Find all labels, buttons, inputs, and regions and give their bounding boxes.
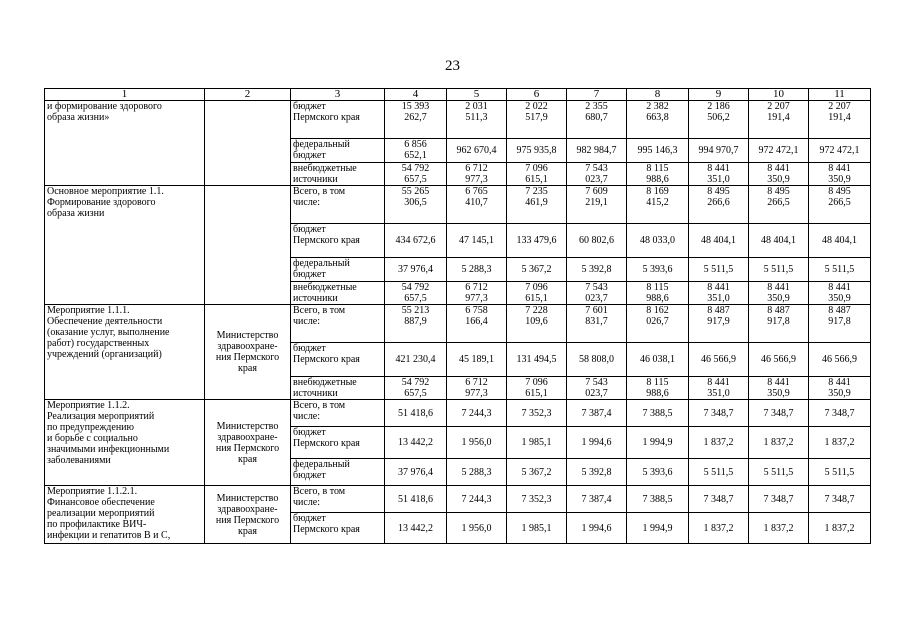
value-cell-col-10: 48 404,1 bbox=[749, 224, 809, 258]
funding-source-label: бюджет Пермского края bbox=[293, 224, 360, 246]
value-cell-col-11: 8 487 917,8 bbox=[809, 305, 871, 343]
value-cell-col-7: 7 543 023,7 bbox=[567, 282, 627, 305]
value-cell-col-7: 5 392,8 bbox=[567, 258, 627, 282]
value-cell-col-8: 8 162 026,7 bbox=[627, 305, 689, 343]
value-cell-col-6: 2 022 517,9 bbox=[507, 101, 567, 139]
funding-source-cell bbox=[291, 427, 385, 459]
column-header-1: 1 bbox=[45, 89, 205, 101]
value-cell-col-6: 7 352,3 bbox=[507, 486, 567, 513]
value-cell-col-5: 2 031 511,3 bbox=[447, 101, 507, 139]
activity-name: Мероприятие 1.1.2. Реализация мероприятий по предупреждению и борьбе с социально значимыми инфекционными заболеваниями bbox=[47, 400, 170, 466]
value-cell-col-11: 5 511,5 bbox=[809, 258, 871, 282]
value-cell-col-10: 8 495 266,5 bbox=[749, 186, 809, 224]
value-cell-col-8: 46 038,1 bbox=[627, 343, 689, 377]
value-cell-col-5: 47 145,1 bbox=[447, 224, 507, 258]
value-cell-col-5: 5 288,3 bbox=[447, 258, 507, 282]
funding-source-cell bbox=[291, 513, 385, 544]
value-cell-col-11: 8 441 350,9 bbox=[809, 282, 871, 305]
value-cell-col-4: 434 672,6 bbox=[385, 224, 447, 258]
value-cell-col-8: 5 393,6 bbox=[627, 258, 689, 282]
table-row bbox=[45, 101, 871, 139]
column-header-5: 5 bbox=[447, 89, 507, 101]
value-cell-col-5: 6 712 977,3 bbox=[447, 163, 507, 186]
funding-source-cell bbox=[291, 459, 385, 486]
column-header-8: 8 bbox=[627, 89, 689, 101]
funding-source-cell bbox=[291, 101, 385, 139]
executor-name: Министерство здравоохране- ния Пермского края bbox=[215, 420, 280, 465]
table-header-row bbox=[45, 89, 871, 101]
activity-name-cell bbox=[45, 101, 205, 186]
column-header-2: 2 bbox=[205, 89, 291, 101]
value-cell-col-7: 7 609 219,1 bbox=[567, 186, 627, 224]
value-cell-col-7: 5 392,8 bbox=[567, 459, 627, 486]
value-cell-col-5: 6 712 977,3 bbox=[447, 282, 507, 305]
value-cell-col-10: 5 511,5 bbox=[749, 258, 809, 282]
value-cell-col-4: 13 442,2 bbox=[385, 513, 447, 544]
column-header-10: 10 bbox=[749, 89, 809, 101]
value-cell-col-5: 1 956,0 bbox=[447, 513, 507, 544]
value-cell-col-6: 975 935,8 bbox=[507, 139, 567, 163]
value-cell-col-4: 55 265 306,5 bbox=[385, 186, 447, 224]
value-cell-col-4: 54 792 657,5 bbox=[385, 282, 447, 305]
value-cell-col-11: 1 837,2 bbox=[809, 513, 871, 544]
value-cell-col-6: 7 096 615,1 bbox=[507, 377, 567, 400]
value-cell-col-10: 46 566,9 bbox=[749, 343, 809, 377]
value-cell-col-4: 421 230,4 bbox=[385, 343, 447, 377]
value-cell-col-8: 8 115 988,6 bbox=[627, 282, 689, 305]
value-cell-col-8: 8 169 415,2 bbox=[627, 186, 689, 224]
funding-source-cell bbox=[291, 343, 385, 377]
value-cell-col-6: 7 096 615,1 bbox=[507, 282, 567, 305]
value-cell-col-7: 1 994,6 bbox=[567, 513, 627, 544]
table-row bbox=[45, 186, 871, 224]
funding-source-label: бюджет Пермского края bbox=[293, 343, 360, 365]
value-cell-col-4: 51 418,6 bbox=[385, 400, 447, 427]
value-cell-col-6: 7 228 109,6 bbox=[507, 305, 567, 343]
funding-source-cell bbox=[291, 377, 385, 400]
value-cell-col-10: 7 348,7 bbox=[749, 400, 809, 427]
value-cell-col-6: 7 352,3 bbox=[507, 400, 567, 427]
executor-cell bbox=[205, 486, 291, 544]
executor-name: Министерство здравоохране- ния Пермского края bbox=[215, 492, 280, 537]
value-cell-col-6: 1 985,1 bbox=[507, 513, 567, 544]
value-cell-col-6: 7 235 461,9 bbox=[507, 186, 567, 224]
funding-source-cell bbox=[291, 400, 385, 427]
funding-source-label: внебюджетные источники bbox=[293, 282, 357, 304]
column-header-9: 9 bbox=[689, 89, 749, 101]
value-cell-col-9: 7 348,7 bbox=[689, 400, 749, 427]
value-cell-col-10: 8 441 350,9 bbox=[749, 282, 809, 305]
value-cell-col-4: 54 792 657,5 bbox=[385, 163, 447, 186]
value-cell-col-7: 7 543 023,7 bbox=[567, 163, 627, 186]
value-cell-col-11: 2 207 191,4 bbox=[809, 101, 871, 139]
value-cell-col-5: 7 244,3 bbox=[447, 486, 507, 513]
value-cell-col-11: 7 348,7 bbox=[809, 486, 871, 513]
value-cell-col-9: 1 837,2 bbox=[689, 513, 749, 544]
funding-source-cell bbox=[291, 486, 385, 513]
funding-source-label: бюджет Пермского края bbox=[293, 513, 360, 535]
value-cell-col-11: 7 348,7 bbox=[809, 400, 871, 427]
value-cell-col-8: 995 146,3 bbox=[627, 139, 689, 163]
activity-name: Мероприятие 1.1.2.1. Финансовое обеспечение реализации мероприятий по профилактике ВИЧ- инфекции и гепатитов В и С, bbox=[47, 486, 171, 541]
value-cell-col-7: 60 802,6 bbox=[567, 224, 627, 258]
column-header-4: 4 bbox=[385, 89, 447, 101]
value-cell-col-6: 133 479,6 bbox=[507, 224, 567, 258]
value-cell-col-4: 55 213 887,9 bbox=[385, 305, 447, 343]
activity-name-cell bbox=[45, 400, 205, 486]
activity-name: Мероприятие 1.1.1. Обеспечение деятельности (оказание услуг, выполнение работ) государственных учреждений (организаций) bbox=[47, 305, 170, 360]
funding-source-cell bbox=[291, 258, 385, 282]
executor-cell bbox=[205, 400, 291, 486]
funding-source-label: Всего, в том числе: bbox=[293, 186, 346, 208]
column-header-11: 11 bbox=[809, 89, 871, 101]
funding-source-cell bbox=[291, 282, 385, 305]
value-cell-col-11: 8 495 266,5 bbox=[809, 186, 871, 224]
value-cell-col-9: 5 511,5 bbox=[689, 258, 749, 282]
value-cell-col-8: 1 994,9 bbox=[627, 427, 689, 459]
funding-source-cell bbox=[291, 139, 385, 163]
value-cell-col-4: 15 393 262,7 bbox=[385, 101, 447, 139]
value-cell-col-8: 7 388,5 bbox=[627, 400, 689, 427]
value-cell-col-7: 58 808,0 bbox=[567, 343, 627, 377]
value-cell-col-9: 8 441 351,0 bbox=[689, 163, 749, 186]
value-cell-col-4: 37 976,4 bbox=[385, 258, 447, 282]
value-cell-col-5: 962 670,4 bbox=[447, 139, 507, 163]
executor-name: Министерство здравоохране- ния Пермского края bbox=[215, 330, 280, 374]
value-cell-col-8: 7 388,5 bbox=[627, 486, 689, 513]
value-cell-col-4: 37 976,4 bbox=[385, 459, 447, 486]
value-cell-col-9: 48 404,1 bbox=[689, 224, 749, 258]
value-cell-col-4: 54 792 657,5 bbox=[385, 377, 447, 400]
value-cell-col-4: 6 856 652,1 bbox=[385, 139, 447, 163]
activity-name: и формирование здорового образа жизни» bbox=[47, 101, 162, 123]
funding-source-cell bbox=[291, 305, 385, 343]
value-cell-col-9: 8 487 917,9 bbox=[689, 305, 749, 343]
value-cell-col-10: 8 487 917,8 bbox=[749, 305, 809, 343]
table-row bbox=[45, 400, 871, 427]
value-cell-col-9: 2 186 506,2 bbox=[689, 101, 749, 139]
value-cell-col-6: 5 367,2 bbox=[507, 459, 567, 486]
value-cell-col-10: 5 511,5 bbox=[749, 459, 809, 486]
value-cell-col-6: 5 367,2 bbox=[507, 258, 567, 282]
value-cell-col-5: 45 189,1 bbox=[447, 343, 507, 377]
funding-source-label: федеральный бюджет bbox=[293, 258, 350, 280]
value-cell-col-4: 51 418,6 bbox=[385, 486, 447, 513]
value-cell-col-9: 7 348,7 bbox=[689, 486, 749, 513]
activity-name-cell bbox=[45, 186, 205, 305]
funding-source-label: Всего, в том числе: bbox=[293, 305, 346, 327]
value-cell-col-8: 8 115 988,6 bbox=[627, 377, 689, 400]
value-cell-col-8: 8 115 988,6 bbox=[627, 163, 689, 186]
value-cell-col-10: 972 472,1 bbox=[749, 139, 809, 163]
activity-name: Основное мероприятие 1.1. Формирование здорового образа жизни bbox=[47, 186, 164, 219]
value-cell-col-8: 1 994,9 bbox=[627, 513, 689, 544]
column-header-3: 3 bbox=[291, 89, 385, 101]
value-cell-col-9: 994 970,7 bbox=[689, 139, 749, 163]
value-cell-col-7: 1 994,6 bbox=[567, 427, 627, 459]
budget-table bbox=[44, 88, 871, 544]
value-cell-col-6: 7 096 615,1 bbox=[507, 163, 567, 186]
value-cell-col-5: 7 244,3 bbox=[447, 400, 507, 427]
value-cell-col-9: 1 837,2 bbox=[689, 427, 749, 459]
value-cell-col-6: 1 985,1 bbox=[507, 427, 567, 459]
funding-source-label: бюджет Пермского края bbox=[293, 427, 360, 449]
value-cell-col-5: 6 758 166,4 bbox=[447, 305, 507, 343]
funding-source-label: внебюджетные источники bbox=[293, 377, 357, 399]
funding-source-label: федеральный бюджет bbox=[293, 459, 350, 481]
value-cell-col-10: 1 837,2 bbox=[749, 513, 809, 544]
funding-source-label: внебюджетные источники bbox=[293, 163, 357, 185]
value-cell-col-8: 48 033,0 bbox=[627, 224, 689, 258]
value-cell-col-10: 2 207 191,4 bbox=[749, 101, 809, 139]
column-header-7: 7 bbox=[567, 89, 627, 101]
value-cell-col-8: 5 393,6 bbox=[627, 459, 689, 486]
activity-name-cell bbox=[45, 486, 205, 544]
value-cell-col-6: 131 494,5 bbox=[507, 343, 567, 377]
table-body bbox=[45, 89, 871, 544]
value-cell-col-10: 8 441 350,9 bbox=[749, 377, 809, 400]
funding-source-cell bbox=[291, 186, 385, 224]
value-cell-col-9: 46 566,9 bbox=[689, 343, 749, 377]
value-cell-col-7: 7 543 023,7 bbox=[567, 377, 627, 400]
funding-source-label: бюджет Пермского края bbox=[293, 101, 360, 123]
value-cell-col-9: 5 511,5 bbox=[689, 459, 749, 486]
table-row bbox=[45, 305, 871, 343]
value-cell-col-11: 46 566,9 bbox=[809, 343, 871, 377]
value-cell-col-5: 6 712 977,3 bbox=[447, 377, 507, 400]
executor-cell bbox=[205, 186, 291, 305]
value-cell-col-11: 48 404,1 bbox=[809, 224, 871, 258]
value-cell-col-7: 7 387,4 bbox=[567, 486, 627, 513]
value-cell-col-9: 8 495 266,6 bbox=[689, 186, 749, 224]
value-cell-col-11: 972 472,1 bbox=[809, 139, 871, 163]
value-cell-col-5: 1 956,0 bbox=[447, 427, 507, 459]
value-cell-col-9: 8 441 351,0 bbox=[689, 282, 749, 305]
value-cell-col-5: 6 765 410,7 bbox=[447, 186, 507, 224]
executor-cell bbox=[205, 101, 291, 186]
value-cell-col-10: 8 441 350,9 bbox=[749, 163, 809, 186]
value-cell-col-11: 1 837,2 bbox=[809, 427, 871, 459]
value-cell-col-7: 7 387,4 bbox=[567, 400, 627, 427]
funding-source-cell bbox=[291, 163, 385, 186]
value-cell-col-4: 13 442,2 bbox=[385, 427, 447, 459]
funding-source-cell bbox=[291, 224, 385, 258]
value-cell-col-11: 8 441 350,9 bbox=[809, 377, 871, 400]
funding-source-label: Всего, в том числе: bbox=[293, 486, 346, 508]
value-cell-col-11: 8 441 350,9 bbox=[809, 163, 871, 186]
column-header-6: 6 bbox=[507, 89, 567, 101]
value-cell-col-7: 7 601 831,7 bbox=[567, 305, 627, 343]
funding-source-label: федеральный бюджет bbox=[293, 139, 350, 161]
value-cell-col-11: 5 511,5 bbox=[809, 459, 871, 486]
activity-name-cell bbox=[45, 305, 205, 400]
value-cell-col-7: 982 984,7 bbox=[567, 139, 627, 163]
executor-cell bbox=[205, 305, 291, 400]
value-cell-col-5: 5 288,3 bbox=[447, 459, 507, 486]
value-cell-col-10: 1 837,2 bbox=[749, 427, 809, 459]
value-cell-col-7: 2 355 680,7 bbox=[567, 101, 627, 139]
value-cell-col-8: 2 382 663,8 bbox=[627, 101, 689, 139]
value-cell-col-10: 7 348,7 bbox=[749, 486, 809, 513]
value-cell-col-9: 8 441 351,0 bbox=[689, 377, 749, 400]
funding-source-label: Всего, в том числе: bbox=[293, 400, 346, 422]
table-row bbox=[45, 486, 871, 513]
page-number: 23 bbox=[445, 58, 460, 74]
